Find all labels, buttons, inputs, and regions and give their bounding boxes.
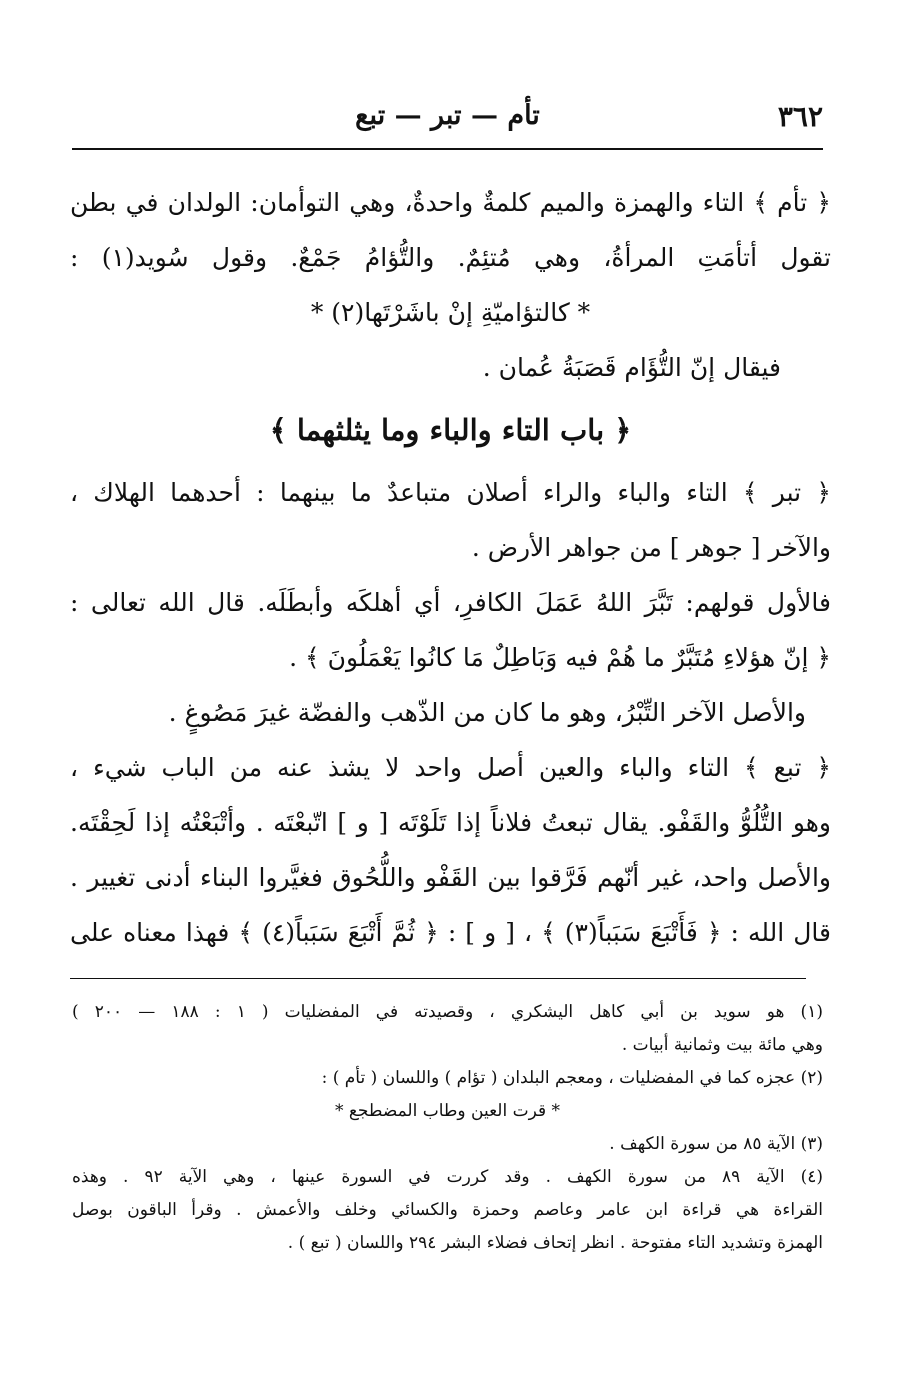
- page-number: ٣٦٢: [777, 100, 823, 133]
- entry-tabar-line-2: والآخر [ جوهر ] من جواهر الأرض .: [471, 533, 831, 562]
- page-header: [72, 92, 823, 150]
- running-head: تأم — تبر — تبع: [355, 100, 540, 131]
- entry-taam-line-1: ﴿ تأم ﴾ التاء والهمزة والميم كلمةٌ واحدةٌ، وهي التوأمان: الولدان في بطن: [70, 188, 831, 217]
- footnote-2-verse: * قرت العين وطاب المضطجع *: [334, 1101, 561, 1121]
- footnote-1-cont: وهي مائة بيت وثمانية أبيات .: [621, 1035, 823, 1055]
- footnote-1: (١) هو سويد بن أبي كاهل اليشكري ، وقصيدته في المفضليات ( ١ : ١٨٨ — ٢٠٠ ): [72, 1002, 823, 1022]
- footnote-3: (٣) الآية ٨٥ من سورة الكهف .: [609, 1134, 823, 1154]
- entry-taam-line-2: تقول أتأمَتِ المرأةُ، وهي مُتئِمٌ. والتُّؤامُ جَمْعٌ. وقول سُويد(١) :: [70, 243, 831, 272]
- entry-tabar-line-3: فالأول قولهم: تَبَّرَ اللهُ عَمَلَ الكافرِ، أي أهلكَه وأبطَلَه. قال الله تعالى :: [70, 588, 831, 617]
- entry-taam-line-3: فيقال إنّ التُّؤَام قَصَبَةُ عُمان .: [482, 353, 781, 382]
- section-heading: ﴿ باب التاء والباء وما يثلثهما ﴾: [269, 413, 632, 447]
- entry-tabar-line-1: ﴿ تبر ﴾ التاء والباء والراء أصلان متباعدٌ ما بينهما : أحدهما الهلاك ،: [70, 478, 831, 507]
- entry-tabi-line-4: قال الله : ﴿ فَأَتْبَعَ سَبَباً(٣) ﴾ ، [ و ] : ﴿ ثُمَّ أَتْبَعَ سَبَباً(٤) ﴾ فهذا معناه على: [70, 918, 831, 947]
- footnote-2: (٢) عجزه كما في المفضليات ، ومعجم البلدان ( تؤام ) واللسان ( تأم ) :: [321, 1068, 823, 1088]
- quran-quote: ﴿ إنّ هؤلاءِ مُتَبَّرٌ ما هُمْ فيه وَبَاطِلٌ مَا كانُوا يَعْمَلُونَ ﴾ .: [289, 643, 831, 672]
- entry-tabi-line-1: ﴿ تبع ﴾ التاء والباء والعين أصل واحد لا يشذ عنه من الباب شيء ،: [70, 753, 831, 782]
- footnote-4-cont-1: القراءة هي قراءة ابن عامر وعاصم وحمزة والكسائي وخلف والأعمش . وقرأ الباقون بوصل: [72, 1200, 823, 1220]
- entry-tabi-line-3: والأصل واحد، غير أنّهم فَرَّقوا بين القَفْو واللُّحُوق فغيَّروا البناء أدنى تغيير .: [70, 863, 831, 892]
- verse-line: * كالتؤاميّةِ إنْ باشَرْتَها(٢) *: [310, 298, 591, 327]
- footnote-separator: [70, 978, 806, 979]
- entry-tabar-line-4: والأصل الآخر التِّبْرُ، وهو ما كان من الذّهب والفضّة غيرَ مَصُوغٍ .: [168, 698, 806, 727]
- footnote-4-cont-2: الهمزة وتشديد التاء مفتوحة . انظر إتحاف فضلاء البشر ٢٩٤ واللسان ( تبع ) .: [287, 1233, 823, 1253]
- entry-tabi-line-2: وهو التُّلُوُّ والقَفْو. يقال تبعتُ فلاناً إذا تَلَوْتَه [ و ] اتّبعْتَه . وأتْبَعْتُه إذا لَحِقْتَه.: [70, 808, 831, 837]
- main-text: [70, 175, 831, 960]
- footnotes: [72, 996, 823, 1260]
- footnote-4: (٤) الآية ٨٩ من سورة الكهف . وقد كررت في السورة عينها ، وهي الآية ٩٢ . وهذه: [72, 1167, 823, 1187]
